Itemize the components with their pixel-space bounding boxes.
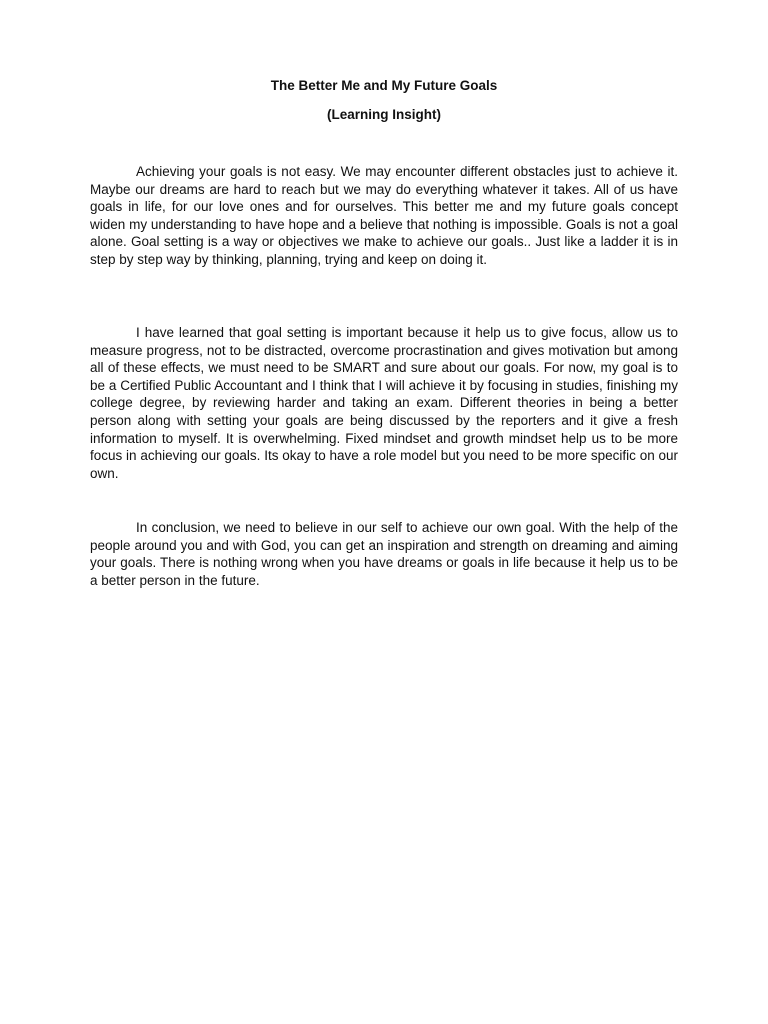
document-subtitle: (Learning Insight) [327, 107, 441, 122]
paragraph-1: Achieving your goals is not easy. We may encounter different obstacles just to achieve it. Maybe our dreams are hard to reach but we may do everything whatever it takes. All of us have goals in life, for our love ones and for ourselves. This better me and my future goals concept widen my understanding to have hope and a believe that nothing is impossible. Goals is not a goal alone. Goal setting is a way or objectives we make to achieve our goals.. Just like a ladder it is in step by step way by thinking, planning, trying and keep on doing it. [90, 164, 678, 267]
document-title: The Better Me and My Future Goals [270, 78, 498, 93]
paragraph-2: I have learned that goal setting is important because it help us to give focus, allow us to measure progress, not to be distracted, overcome procrastination and gives motivation but among all of these effects, we must need to be SMART and sure about our goals. For now, my goal is to be a Certified Public Accountant and I think that I will achieve it by focusing in studies, finishing my college degree, by reviewing harder and taking an exam. Different theories in being a better person along with setting your goals are being discussed by the reporters and it give a fresh information to myself. It is overwhelming. Fixed mindset and growth mindset help us to be more focus in achieving our goals. Its okay to have a role model but you need to be more specific on our own. [90, 325, 678, 481]
paragraph-3: In conclusion, we need to believe in our self to achieve our own goal. With the help of the people around you and with God, you can get an inspiration and strength on dreaming and aiming your goals. There is nothing wrong when you have dreams or goals in life because it help us to be a better person in the future. [90, 520, 678, 588]
